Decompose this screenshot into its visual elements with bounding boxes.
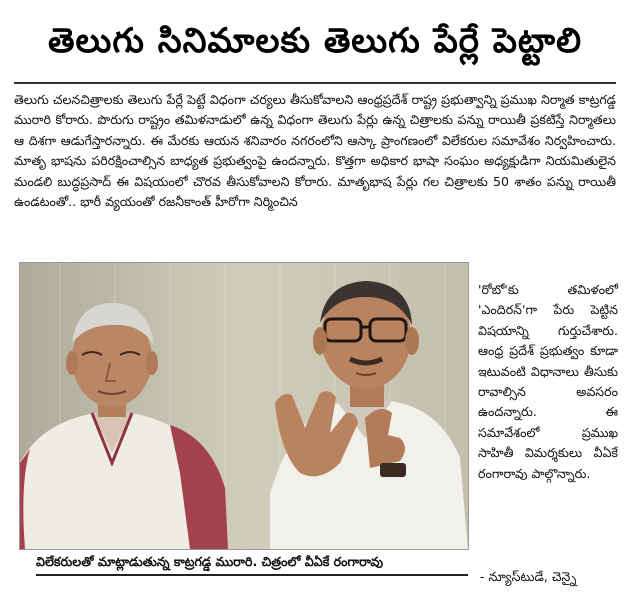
article-headline: తెలుగు సినిమాలకు తెలుగు పేర్లే పెట్టాలి [48, 21, 582, 61]
caption-rule [36, 574, 468, 576]
article-body-column [478, 280, 618, 484]
article-byline: - న్యూస్‌టుడే, చెన్నై [480, 569, 577, 584]
photo-image [20, 263, 468, 549]
photo-caption: విలేకరులతో మాట్లాడుతున్న కాట్రగడ్డ మురారి. చిత్రంలో వీఏకే రంగారావు [36, 554, 384, 569]
article-body-text: తెలుగు చలనచిత్రాలకు తెలుగు పేర్లే పెట్టే విధంగా చర్యలు తీసుకోవాలని ఆంధ్రప్రదేశ్ రాష్ట్ర ప్రభుత్వాన్ని ప్రముఖ నిర్మాత కాట్రగడ్డ మురారి కోరారు. పొరుగు రాష్ట్రం తమిళనాడులో ఉన్న విధంగా తెలుగు పేర్లు ఉన్న చిత్రాలకు పన్ను రాయితీ ప్రకటిస్తే నిర్మాతలు ఆ దిశగా ఆడుగేస్తారన్నారు. ఈ మేరకు ఆయన శనివారం నగరంలోని ఆస్కా ప్రాంగణంలో విలేకరుల సమావేశం నిర్వహించారు. మాతృ భాషను పరిరక్షించాల్సిన బాధ్యత ప్రభుత్వంపై ఉందన్నారు. కొత్తగా అధికార భాషా సంఘం అధ్యక్షుడిగా నియమితులైన మండలి బుద్ధప్రసాద్ ఈ విషయంలో చొరవ తీసుకోవాలని కోరారు. మాతృభాష పేర్లు గల చిత్రాలకు 50 శాతం పన్ను రాయితీ ఉండటంతో.. భారీ వ్యయంతో రజనీకాంత్ హీరోగా నిర్మించిన [14, 92, 616, 210]
article-column-text: 'రోబో'కు తమిళంలో 'ఎందిరన్'గా పేరు పెట్టిన విషయాన్ని గుర్తుచేశారు. ఆంధ్ర ప్రదేశ్ ప్రభుత్వం కూడా ఇటువంటి విధానాలు తీసుకు రావాల్సిన అవసరం ఉందన్నారు. ఈ సమావేశంలో ప్రముఖ సాహితీ విమర్శకులు వీఏకే రంగారావు పాల్గొన్నారు. [478, 282, 618, 481]
article-body-full-width [14, 90, 616, 212]
headline-rule [14, 82, 616, 84]
news-photo [19, 262, 469, 550]
